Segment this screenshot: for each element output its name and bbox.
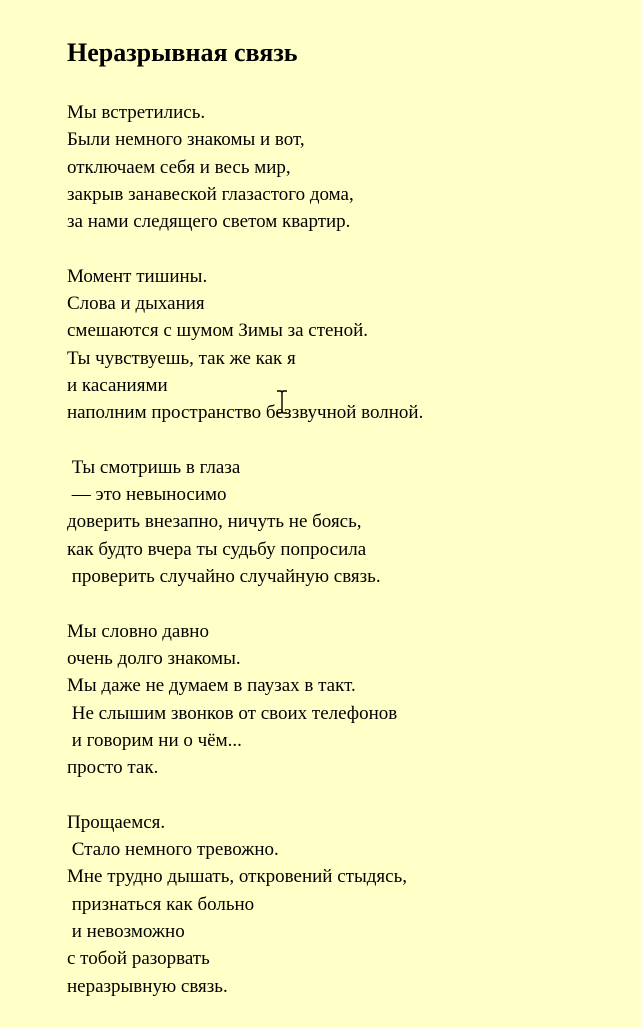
document-content xyxy=(67,38,627,1027)
poem-line: и говорим ни о чём... xyxy=(67,729,242,751)
poem-line: доверить внезапно, ничуть не боясь, xyxy=(67,511,362,533)
poem-line: Слова и дыхания xyxy=(67,293,205,315)
poem-line: с тобой разорвать xyxy=(67,948,210,970)
poem-line: за нами следящего светом квартир. xyxy=(67,211,351,233)
poem-line: Мы словно давно xyxy=(67,620,209,642)
text-cursor-icon xyxy=(276,390,288,414)
stanza-2 xyxy=(67,263,627,427)
poem-line: Не слышим звонков от своих телефонов xyxy=(67,702,398,724)
stanza-4 xyxy=(67,618,627,782)
poem-line: Момент тишины. xyxy=(67,265,208,287)
poem-line: смешаются с шумом Зимы за стеной. xyxy=(67,320,369,342)
poem-line: и невозможно xyxy=(67,920,185,942)
poem-line: очень долго знакомы. xyxy=(67,647,241,669)
poem-line: закрыв занавеской глазастого дома, xyxy=(67,183,354,205)
stanza-5 xyxy=(67,809,627,1000)
poem-line: Прощаемся. xyxy=(67,811,166,833)
poem-line: неразрывную связь. xyxy=(67,975,228,997)
poem-line: Ты чувствуешь, так же как я xyxy=(67,347,296,369)
poem-line: Были немного знакомы и вот, xyxy=(67,129,305,151)
poem-line: Ты смотришь в глаза xyxy=(67,456,241,478)
poem-line: Мы даже не думаем в паузах в такт. xyxy=(67,675,356,697)
poem-line: просто так. xyxy=(67,757,159,779)
poem-line: отключаем себя и весь мир, xyxy=(67,156,291,178)
poem-line: Стало немного тревожно. xyxy=(67,839,279,861)
poem-line: проверить случайно случайную связь. xyxy=(67,566,381,588)
poem-line: наполним пространство беззвучной волной. xyxy=(67,402,424,424)
poem-line: Мы встретились. xyxy=(67,102,206,123)
poem-line: как будто вчера ты судьбу попросила xyxy=(67,538,367,560)
poem-line: и касаниями xyxy=(67,374,168,396)
poem-line: признаться как больно xyxy=(67,893,255,915)
stanza-1 xyxy=(67,99,627,235)
stanza-3 xyxy=(67,454,627,590)
poem-title: Неразрывная связь xyxy=(67,38,298,67)
poem-line: Мне трудно дышать, откровений стыдясь, xyxy=(67,866,407,888)
poem-line: — это невыносимо xyxy=(67,484,227,506)
poem-body xyxy=(67,99,627,1000)
